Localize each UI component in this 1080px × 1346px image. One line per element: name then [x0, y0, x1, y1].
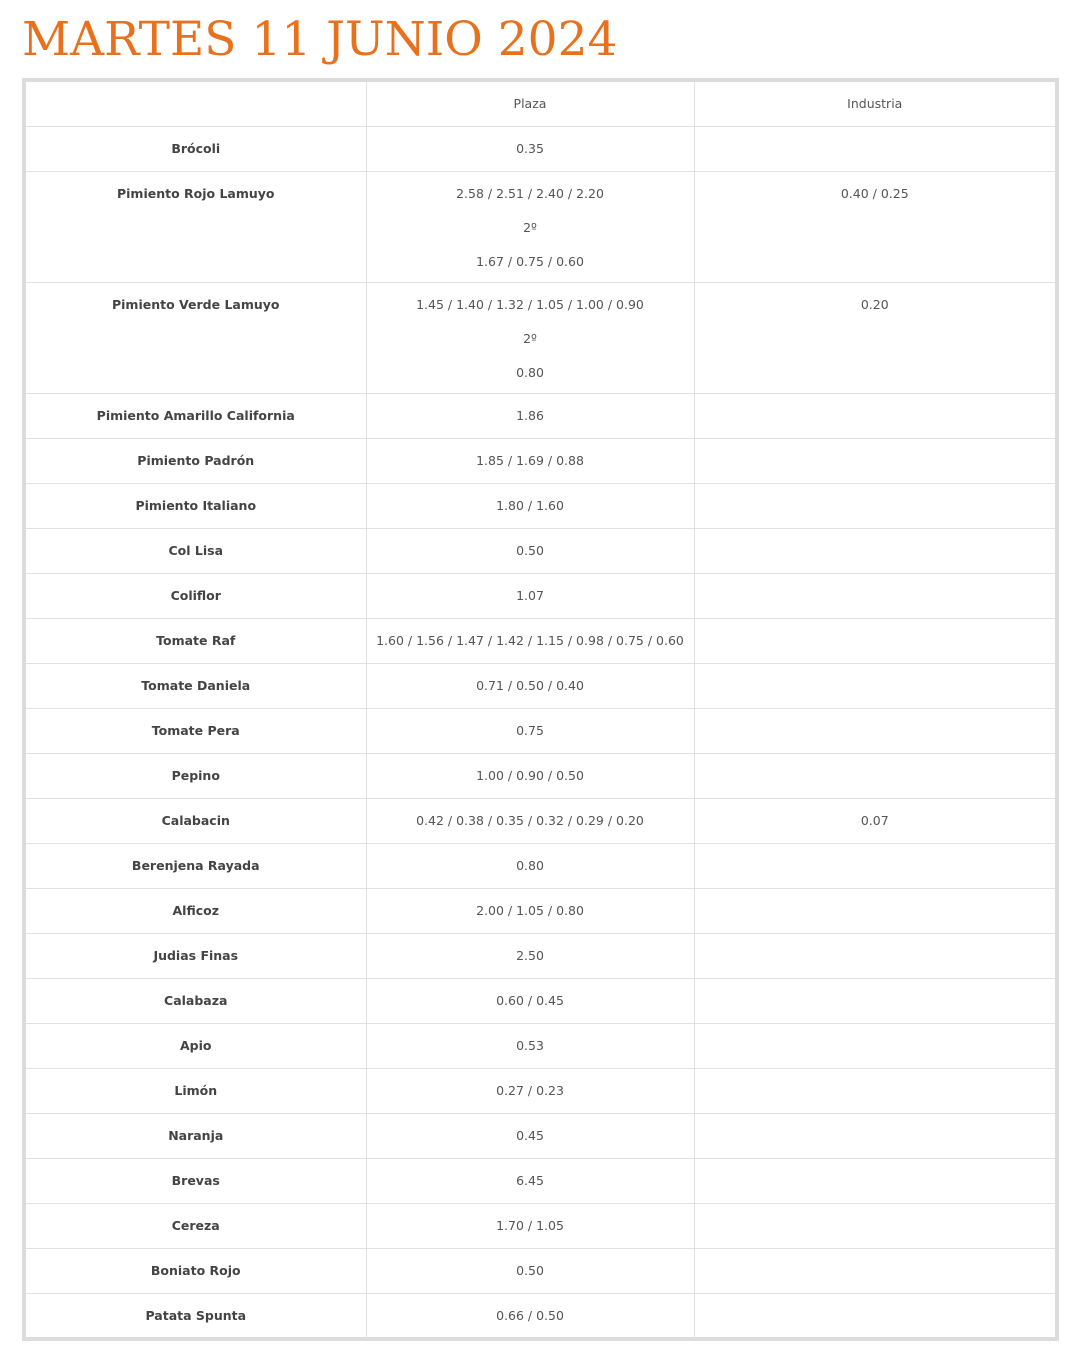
table-row: [26, 709, 1055, 754]
table-row: [26, 979, 1055, 1024]
header-plaza: Plaza: [366, 82, 694, 127]
header-industria: Industria: [694, 82, 1055, 127]
product-name: Patata Spunta: [26, 1294, 366, 1339]
product-name: Tomate Daniela: [26, 664, 366, 709]
plaza-price: 0.60 / 0.45: [366, 979, 694, 1024]
plaza-price: 0.45: [366, 1114, 694, 1159]
product-name: Tomate Raf: [26, 619, 366, 664]
industria-price: [694, 889, 1055, 934]
product-name: Tomate Pera: [26, 709, 366, 754]
table-row: [26, 1159, 1055, 1204]
industria-price: [694, 394, 1055, 439]
table-row: [26, 619, 1055, 664]
product-name: Pimiento Italiano: [26, 484, 366, 529]
table-row: [26, 799, 1055, 844]
product-name: Naranja: [26, 1114, 366, 1159]
industria-price: [694, 1249, 1055, 1294]
product-name: Pimiento Padrón: [26, 439, 366, 484]
table-row: [26, 1069, 1055, 1114]
plaza-price: 1.70 / 1.05: [366, 1204, 694, 1249]
industria-price: [694, 439, 1055, 484]
industria-price: [694, 664, 1055, 709]
product-name: Berenjena Rayada: [26, 844, 366, 889]
product-name: Judias Finas: [26, 934, 366, 979]
industria-price: [694, 574, 1055, 619]
industria-price: [694, 1294, 1055, 1339]
plaza-price-line: 1.67 / 0.75 / 0.60: [476, 254, 584, 269]
plaza-price: 1.80 / 1.60: [366, 484, 694, 529]
product-name: Calabaza: [26, 979, 366, 1024]
industria-price: [694, 484, 1055, 529]
table-row: [26, 1294, 1055, 1339]
plaza-price-line: 2º: [523, 331, 537, 346]
table-row: [26, 889, 1055, 934]
plaza-price: 1.60 / 1.56 / 1.47 / 1.42 / 1.15 / 0.98 / 0.75 / 0.60: [366, 619, 694, 664]
header-product: [26, 82, 366, 127]
table-row: [26, 844, 1055, 889]
plaza-price: 0.75: [366, 709, 694, 754]
table-row: [26, 1204, 1055, 1249]
industria-price: [694, 979, 1055, 1024]
price-table: [26, 82, 1055, 1339]
table-row: [26, 574, 1055, 619]
table-header-row: [26, 82, 1055, 127]
plaza-price: 1.00 / 0.90 / 0.50: [366, 754, 694, 799]
product-name: Apio: [26, 1024, 366, 1069]
industria-price: 0.40 / 0.25: [694, 172, 1055, 283]
plaza-price: 1.07: [366, 574, 694, 619]
plaza-price-line: 2.58 / 2.51 / 2.40 / 2.20: [456, 186, 604, 201]
table-row: [26, 529, 1055, 574]
product-name: Alficoz: [26, 889, 366, 934]
table-row: [26, 934, 1055, 979]
plaza-price: 6.45: [366, 1159, 694, 1204]
product-name: Boniato Rojo: [26, 1249, 366, 1294]
plaza-price: 2.00 / 1.05 / 0.80: [366, 889, 694, 934]
industria-price: [694, 709, 1055, 754]
industria-price: [694, 127, 1055, 172]
table-row: [26, 1114, 1055, 1159]
plaza-price: 0.50: [366, 1249, 694, 1294]
plaza-price: 2.50: [366, 934, 694, 979]
product-name: Calabacin: [26, 799, 366, 844]
product-name: Brevas: [26, 1159, 366, 1204]
product-name: Col Lisa: [26, 529, 366, 574]
product-name: Pimiento Amarillo California: [26, 394, 366, 439]
plaza-price: 0.71 / 0.50 / 0.40: [366, 664, 694, 709]
industria-price: 0.20: [694, 283, 1055, 394]
price-table-container: [22, 78, 1059, 1341]
table-row: [26, 754, 1055, 799]
table-row: [26, 172, 1055, 283]
plaza-price: 0.66 / 0.50: [366, 1294, 694, 1339]
industria-price: 0.07: [694, 799, 1055, 844]
plaza-price: 0.35: [366, 127, 694, 172]
product-name: Pimiento Rojo Lamuyo: [26, 172, 366, 283]
product-name: Pimiento Verde Lamuyo: [26, 283, 366, 394]
table-row: [26, 283, 1055, 394]
table-row: [26, 127, 1055, 172]
industria-price: [694, 1159, 1055, 1204]
industria-price: [694, 844, 1055, 889]
plaza-price-line: 2º: [523, 220, 537, 235]
industria-price: [694, 619, 1055, 664]
product-name: Cereza: [26, 1204, 366, 1249]
table-row: [26, 394, 1055, 439]
industria-price: [694, 1204, 1055, 1249]
plaza-price: 0.50: [366, 529, 694, 574]
table-row: [26, 484, 1055, 529]
table-row: [26, 1249, 1055, 1294]
table-row: [26, 664, 1055, 709]
plaza-price: 0.80: [366, 844, 694, 889]
plaza-price-line: 1.45 / 1.40 / 1.32 / 1.05 / 1.00 / 0.90: [416, 297, 644, 312]
product-name: Limón: [26, 1069, 366, 1114]
product-name: Pepino: [26, 754, 366, 799]
plaza-price: 1.86: [366, 394, 694, 439]
industria-price: [694, 1024, 1055, 1069]
plaza-price: [366, 172, 694, 283]
plaza-price: 1.85 / 1.69 / 0.88: [366, 439, 694, 484]
plaza-price: 0.42 / 0.38 / 0.35 / 0.32 / 0.29 / 0.20: [366, 799, 694, 844]
table-body: [26, 127, 1055, 1339]
plaza-price-line: 0.80: [516, 365, 544, 380]
industria-price: [694, 754, 1055, 799]
plaza-price: [366, 283, 694, 394]
plaza-price: 0.53: [366, 1024, 694, 1069]
industria-price: [694, 1069, 1055, 1114]
table-row: [26, 439, 1055, 484]
plaza-price: 0.27 / 0.23: [366, 1069, 694, 1114]
page-title: MARTES 11 JUNIO 2024: [22, 12, 618, 67]
industria-price: [694, 934, 1055, 979]
table-row: [26, 1024, 1055, 1069]
industria-price: [694, 529, 1055, 574]
product-name: Brócoli: [26, 127, 366, 172]
industria-price: [694, 1114, 1055, 1159]
product-name: Coliflor: [26, 574, 366, 619]
